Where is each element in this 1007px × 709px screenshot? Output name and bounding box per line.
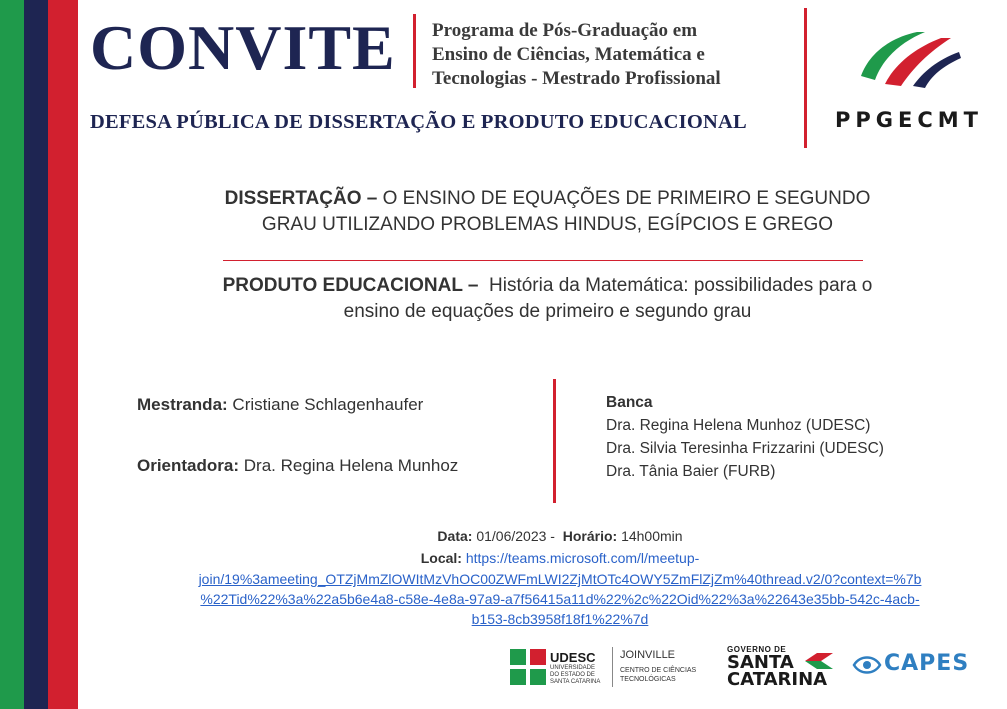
udesc-subtitle: UNIVERSIDADE DO ESTADO DE SANTA CATARINA (550, 665, 601, 685)
orientadora-line (137, 456, 458, 476)
time-value: 14h00min (621, 528, 683, 544)
green-stripe (0, 0, 24, 709)
sc-name-line: CATARINA (727, 669, 828, 690)
program-line: Ensino de Ciências, Matemática e (432, 44, 705, 65)
sc-flag-icon (805, 651, 833, 671)
red-stripe (48, 0, 78, 709)
sc-name-line: SANTA (727, 652, 794, 673)
product-title: História da Matemática: possibilidades para o (489, 275, 873, 296)
mestranda-name: Cristiane Schlagenhaufer (232, 395, 424, 414)
dissertation-label: DISSERTAÇÃO – (224, 188, 378, 209)
banca-member: Dra. Regina Helena Munhoz (UDESC) (606, 417, 871, 434)
people-divider (553, 379, 556, 503)
product-block (90, 273, 1005, 325)
udesc-city: JOINVILLE (620, 649, 676, 661)
udesc-logo (508, 645, 708, 689)
location-line (160, 547, 960, 569)
mestranda-label: Mestranda: (137, 395, 228, 414)
meeting-link-line[interactable]: b153-8cb3958f18f1%22%7d (471, 611, 649, 627)
navy-stripe (24, 0, 48, 709)
sc-government-logo (727, 645, 835, 689)
ppgecmt-logo-icon (855, 24, 965, 90)
event-subtitle: DEFESA PÚBLICA DE DISSERTAÇÃO E PRODUTO EDUCACIONAL (90, 111, 747, 133)
capes-logo (852, 645, 982, 689)
page-title: CONVITE (90, 12, 396, 83)
program-line: Tecnologias - Mestrado Profissional (432, 68, 721, 89)
meeting-link[interactable] (160, 569, 960, 629)
udesc-name: UDESC (550, 650, 596, 665)
banca-title: Banca (606, 394, 653, 411)
ppgecmt-logo-text: PPGECMT (835, 108, 983, 132)
capes-eye-icon (852, 653, 882, 677)
banca-member: Dra. Tânia Baier (FURB) (606, 463, 776, 480)
capes-text: CAPES (884, 651, 970, 676)
banca-member: Dra. Silvia Teresinha Frizzarini (UDESC) (606, 440, 884, 457)
dissertation-title: O ENSINO DE EQUAÇÕES DE PRIMEIRO E SEGUNDO (382, 188, 871, 209)
date-label: Data: (437, 528, 473, 544)
orientadora-label: Orientadora: (137, 456, 240, 475)
sc-government-label: GOVERNO DE (727, 645, 787, 654)
meeting-link-line[interactable]: %22Tid%22%3a%22a5b6e4a8-c58e-4e8a-97a9-a7f56415a11d%22%2c%22Oid%22%3a%22643e35bb-542c-4acb- (200, 591, 920, 607)
program-name (432, 19, 802, 91)
section-divider (223, 260, 863, 261)
title-divider (413, 14, 416, 88)
location-label: Local: (420, 550, 462, 566)
banca-block (606, 391, 884, 483)
product-label: PRODUTO EDUCACIONAL – (222, 275, 479, 296)
date-line (160, 525, 960, 547)
dissertation-block (90, 186, 1005, 238)
date-value: 01/06/2023 - (476, 528, 555, 544)
product-title: ensino de equações de primeiro e segundo grau (343, 301, 752, 322)
meeting-link-line[interactable]: https://teams.microsoft.com/l/meetup- (465, 550, 700, 566)
time-label: Horário: (562, 528, 618, 544)
udesc-separator (612, 647, 613, 687)
logo-divider (804, 8, 807, 148)
orientadora-name: Dra. Regina Helena Munhoz (243, 456, 459, 475)
udesc-logo-icon (510, 649, 546, 685)
mestranda-line (137, 395, 423, 415)
udesc-center: CENTRO DE CIÊNCIAS TECNOLÓGICAS (620, 667, 697, 683)
meeting-link-line[interactable]: join/19%3ameeting_OTZjMmZlOWItMzVhOC00ZWFmLWI2ZjMtOTc4OWY5ZmFlZjZm%40thread.v2/0?context=%7b (198, 571, 922, 587)
program-line: Programa de Pós-Graduação em (432, 20, 698, 41)
dissertation-title: GRAU UTILIZANDO PROBLEMAS HINDUS, EGÍPCIOS E GREGO (261, 214, 834, 235)
